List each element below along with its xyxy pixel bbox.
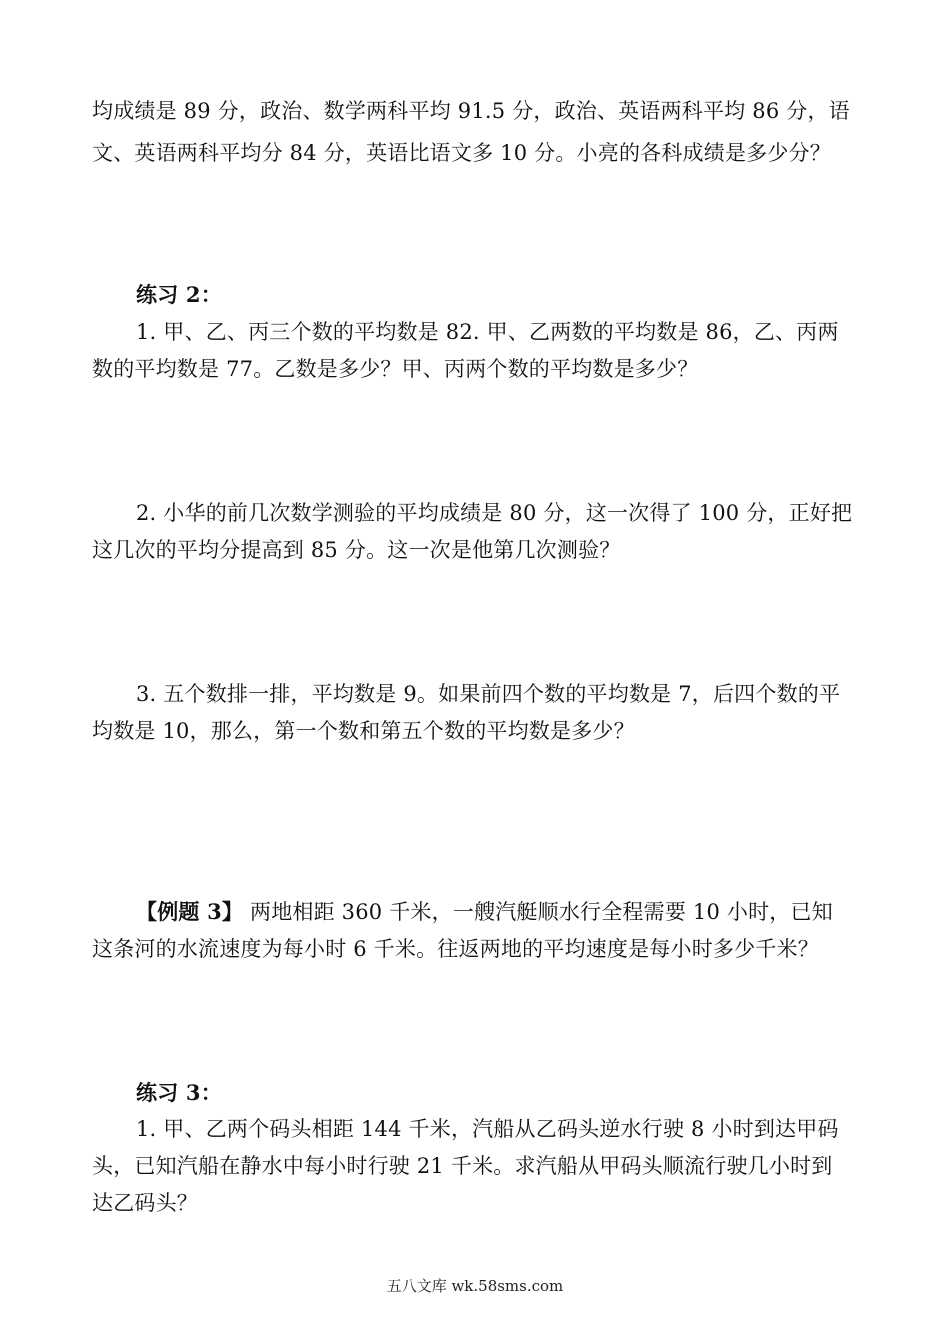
practice-3-q1-line-2: 头，已知汽船在静水中每小时行驶 21 千米。求汽船从甲码头顺流行驶几小时到 — [92, 1154, 833, 1178]
intro-line-2: 文、英语两科平均分 84 分，英语比语文多 10 分。小亮的各科成绩是多少分？ — [92, 141, 831, 165]
practice-3-q1-line-1: 1. 甲、乙两个码头相距 144 千米，汽船从乙码头逆水行驶 8 小时到达甲码 — [136, 1117, 839, 1141]
example-3-label: 【例题 3】 — [136, 899, 244, 924]
intro-line-1: 均成绩是 89 分，政治、数学两科平均 91.5 分，政治、英语两科平均 86 分，语 — [92, 99, 850, 123]
footer-watermark: 五八文库 wk.58sms.com — [386, 1277, 564, 1295]
practice-2-q3-line-2: 均数是 10，那么，第一个数和第五个数的平均数是多少？ — [92, 719, 635, 743]
example-3-line-2: 这条河的水流速度为每小时 6 千米。往返两地的平均速度是每小时多少千米？ — [92, 937, 819, 961]
example-3-line-1 — [136, 897, 833, 927]
practice-3-q1-line-3: 达乙码头？ — [92, 1191, 198, 1215]
practice-3-heading: 练习 3： — [136, 1080, 222, 1105]
practice-2-q3-line-1: 3. 五个数排一排，平均数是 9。如果前四个数的平均数是 7，后四个数的平 — [136, 682, 841, 706]
practice-2-q2-line-2: 这几次的平均分提高到 85 分。这一次是他第几次测验？ — [92, 538, 621, 562]
practice-2-q2-line-1: 2. 小华的前几次数学测验的平均成绩是 80 分，这一次得了 100 分，正好把 — [136, 501, 853, 525]
practice-2-q1-line-1: 1. 甲、乙、丙三个数的平均数是 82. 甲、乙两数的平均数是 86，乙、丙两 — [136, 320, 839, 344]
practice-2-heading: 练习 2： — [136, 282, 222, 307]
example-3-text: 两地相距 360 千米，一艘汽艇顺水行全程需要 10 小时，已知 — [243, 900, 833, 924]
practice-2-q1-line-2: 数的平均数是 77。乙数是多少？甲、丙两个数的平均数是多少？ — [92, 357, 699, 381]
